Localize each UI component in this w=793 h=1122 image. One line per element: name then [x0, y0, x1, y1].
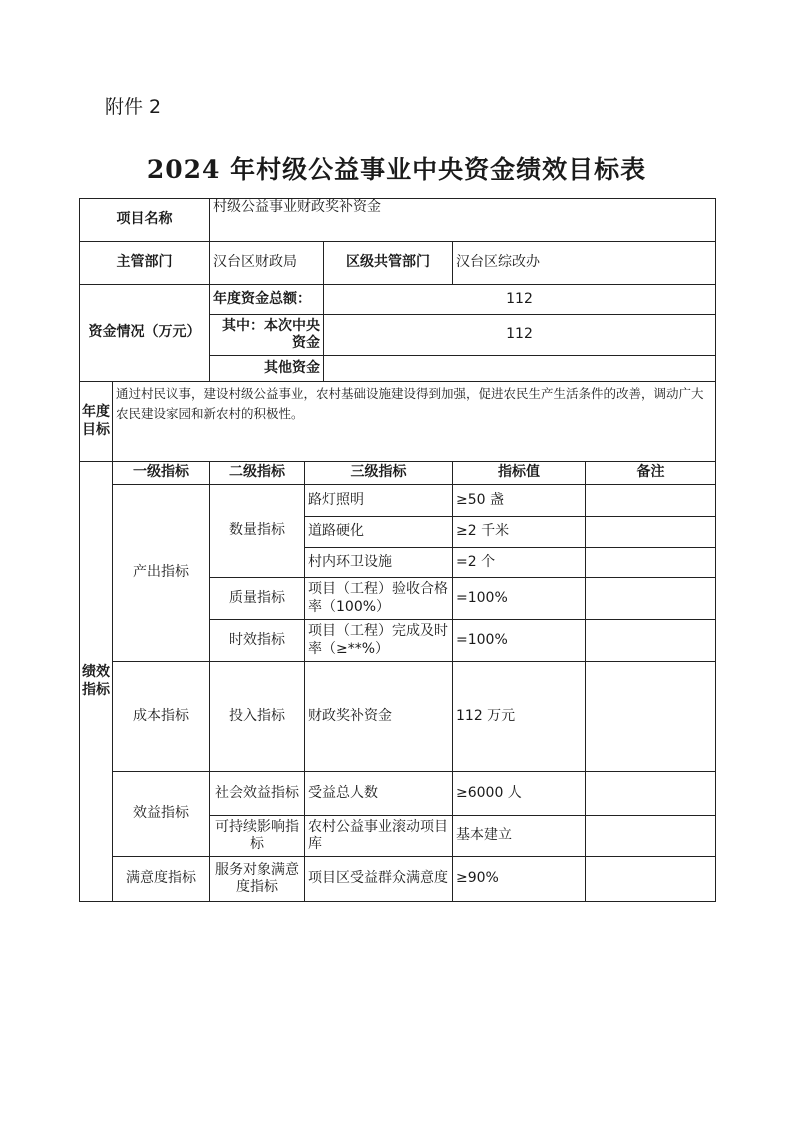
dept-label: 主管部门 — [80, 242, 210, 285]
value-cell: ≥6000 人 — [453, 772, 586, 816]
header-level2: 二级指标 — [210, 462, 305, 485]
project-name-value: 村级公益事业财政奖补资金 — [210, 199, 716, 242]
page-title: 2024 年村级公益事业中央资金绩效目标表 — [146, 155, 647, 184]
value-cell: =100% — [453, 620, 586, 662]
note-cell — [586, 578, 716, 620]
level2-sustainable: 可持续影响指标 — [210, 816, 305, 857]
note-cell — [586, 485, 716, 517]
note-cell — [586, 857, 716, 902]
level3-cell: 项目（工程）验收合格率（100%） — [305, 578, 453, 620]
funds-other-label: 其他资金 — [210, 356, 324, 382]
funds-total-label: 年度资金总额： — [210, 285, 324, 315]
value-cell: 基本建立 — [453, 816, 586, 857]
funds-central-label: 其中：本次中央资金 — [210, 315, 324, 356]
note-cell — [586, 548, 716, 578]
level3-cell: 道路硬化 — [305, 517, 453, 548]
level3-cell: 财政奖补资金 — [305, 662, 453, 772]
note-cell — [586, 772, 716, 816]
level1-satisfaction: 满意度指标 — [113, 857, 210, 902]
level3-cell: 村内环卫设施 — [305, 548, 453, 578]
note-cell — [586, 620, 716, 662]
header-level1: 一级指标 — [113, 462, 210, 485]
level3-cell: 路灯照明 — [305, 485, 453, 517]
value-cell: =2 个 — [453, 548, 586, 578]
value-cell: ≥90% — [453, 857, 586, 902]
header-level3: 三级指标 — [305, 462, 453, 485]
level2-service: 服务对象满意度指标 — [210, 857, 305, 902]
note-cell — [586, 816, 716, 857]
header-note: 备注 — [586, 462, 716, 485]
project-name-label: 项目名称 — [80, 199, 210, 242]
co-dept-label: 区级共管部门 — [324, 242, 453, 285]
level3-cell: 农村公益事业滚动项目库 — [305, 816, 453, 857]
dept-value: 汉台区财政局 — [210, 242, 324, 285]
level2-quality: 质量指标 — [210, 578, 305, 620]
funds-other-value — [324, 356, 716, 382]
level3-cell: 项目区受益群众满意度 — [305, 857, 453, 902]
level1-output: 产出指标 — [113, 485, 210, 662]
note-cell — [586, 517, 716, 548]
annual-goal-label: 年度目标 — [80, 382, 113, 462]
level1-benefit: 效益指标 — [113, 772, 210, 857]
annual-goal-text: 通过村民议事，建设村级公益事业，农村基础设施建设得到加强，促进农民生产生活条件的改善，调动广大农民建设家园和新农村的积极性。 — [113, 382, 716, 462]
header-value: 指标值 — [453, 462, 586, 485]
attachment-label: 附件 2 — [105, 96, 162, 118]
value-cell: ≥2 千米 — [453, 517, 586, 548]
funds-total-value: 112 — [324, 285, 716, 315]
level1-cost: 成本指标 — [113, 662, 210, 772]
value-cell: =100% — [453, 578, 586, 620]
level3-cell: 项目（工程）完成及时率（≥**%） — [305, 620, 453, 662]
level2-input: 投入指标 — [210, 662, 305, 772]
note-cell — [586, 662, 716, 772]
level2-quantity: 数量指标 — [210, 485, 305, 578]
funds-label: 资金情况（万元） — [80, 285, 210, 382]
level2-timeliness: 时效指标 — [210, 620, 305, 662]
level2-social: 社会效益指标 — [210, 772, 305, 816]
performance-target-table — [79, 198, 716, 902]
level3-cell: 受益总人数 — [305, 772, 453, 816]
co-dept-value: 汉台区综改办 — [453, 242, 716, 285]
performance-indicators-label: 绩效指标 — [80, 462, 113, 902]
funds-central-value: 112 — [324, 315, 716, 356]
value-cell: 112 万元 — [453, 662, 586, 772]
value-cell: ≥50 盏 — [453, 485, 586, 517]
